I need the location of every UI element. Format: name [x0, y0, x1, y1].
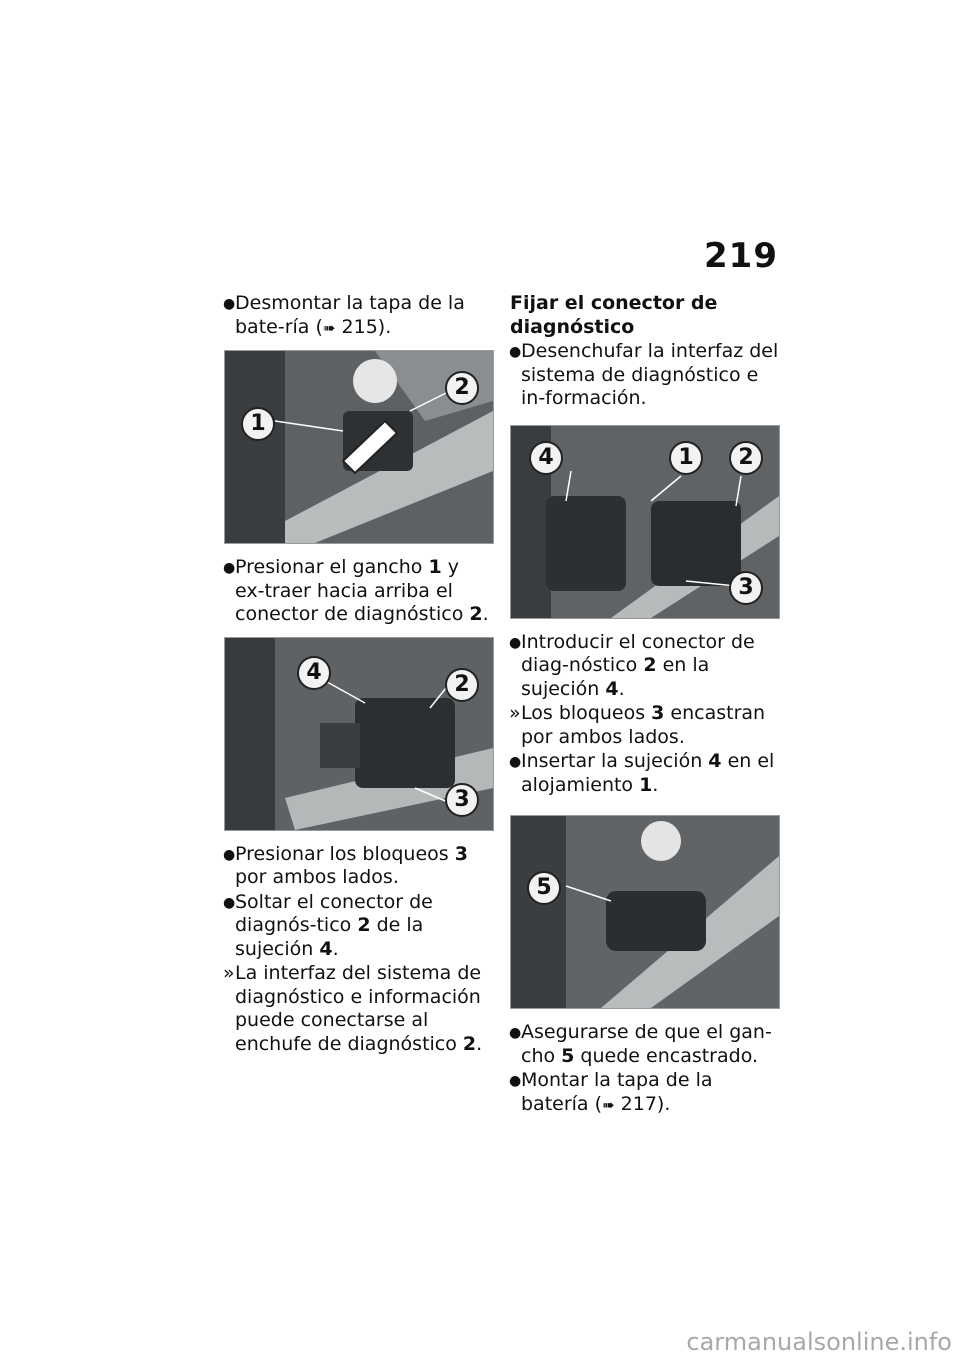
- section-heading: Fijar el conector de diagnóstico: [510, 292, 718, 338]
- list-item: ● Presionar el gancho 1 y ex-traer hacia arriba el conector de diagnóstico 2.: [223, 556, 489, 625]
- callout-4: 4: [297, 656, 331, 690]
- list-item: ● Desmontar la tapa de la bate-ría (➠ 215).: [223, 292, 465, 338]
- list-item: ● Asegurarse de que el gan-cho 5 quede encastrado.: [509, 1021, 772, 1067]
- callout-1: 1: [669, 441, 703, 475]
- callout-3: 3: [729, 571, 763, 605]
- bullet-icon: ●: [223, 846, 236, 863]
- page-number: 219: [704, 236, 778, 276]
- bullet-icon: ●: [509, 1025, 522, 1041]
- bullet-icon: ●: [509, 754, 522, 770]
- list-item: ● Desenchufar la interfaz del sistema de diagnóstico e in-formación.: [509, 340, 779, 409]
- list-item: ● Presionar los bloqueos 3 por ambos lados.: [223, 842, 468, 888]
- bullet-icon: ●: [509, 1073, 522, 1089]
- callout-3: 3: [445, 783, 479, 817]
- page-reference-arrow-icon: ➠: [602, 1095, 615, 1114]
- callout-2: 2: [445, 668, 479, 702]
- callout-5: 5: [527, 871, 561, 905]
- bullet-icon: ●: [223, 560, 236, 576]
- result-marker-icon: »: [223, 962, 235, 984]
- photo-lock-tabs: [224, 637, 494, 831]
- photo-hook-engaged: [510, 815, 780, 1009]
- bullet-icon: ●: [509, 344, 522, 360]
- list-item: ● Introducir el conector de diag-nóstico 2 en la sujeción 4.: [509, 630, 755, 700]
- callout-1: 1: [241, 407, 275, 441]
- result-marker-icon: »: [509, 702, 521, 724]
- callout-4: 4: [529, 441, 563, 475]
- left-column: [224, 292, 494, 1057]
- result-item: » Los bloqueos 3 encastran por ambos lados.: [509, 702, 766, 748]
- list-item: ● Montar la tapa de la batería (➠ 217).: [509, 1069, 713, 1115]
- right-column: [510, 292, 780, 1118]
- photo-connector-detached: [510, 425, 780, 619]
- page-reference[interactable]: 217: [620, 1092, 657, 1115]
- watermark: carmanualsonline.info: [686, 1328, 952, 1356]
- bullet-icon: ●: [223, 296, 236, 312]
- result-item: » La interfaz del sistema de diagnóstico e información puede conectarse al enchufe de diagnóstico 2.: [223, 962, 483, 1055]
- list-item: ● Insertar la sujeción 4 en el alojamiento 1.: [509, 750, 775, 796]
- callout-2: 2: [729, 441, 763, 475]
- bullet-icon: ●: [223, 894, 236, 911]
- bullet-icon: ●: [509, 634, 522, 651]
- list-item: ● Soltar el conector de diagnós-tico 2 de la sujeción 4.: [223, 890, 433, 960]
- page-reference-arrow-icon: ➠: [322, 318, 336, 337]
- page-reference[interactable]: 215: [341, 315, 378, 338]
- photo-hook-release: [224, 350, 494, 544]
- callout-2: 2: [445, 371, 479, 405]
